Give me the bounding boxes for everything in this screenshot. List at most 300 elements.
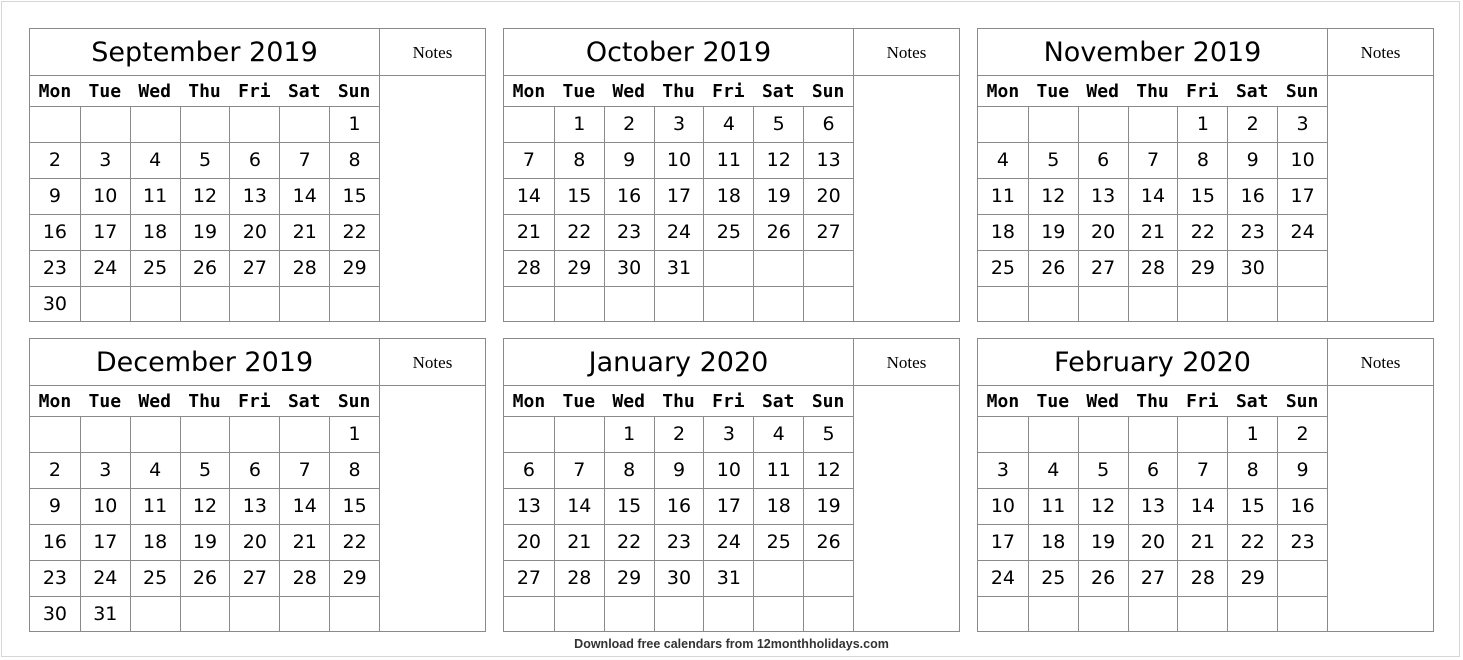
day-cell: 18: [753, 489, 803, 524]
day-cell: 1: [604, 417, 654, 452]
day-cell: 21: [1128, 215, 1178, 250]
day-cell: 11: [703, 143, 753, 178]
day-cell: [130, 417, 180, 452]
month-calendar: [503, 338, 960, 632]
weekday-label: Sun: [811, 81, 845, 102]
day-cell: [279, 287, 329, 322]
month-calendar: [977, 338, 1434, 632]
day-cell: [1028, 417, 1078, 452]
day-cell: 27: [229, 251, 279, 286]
day-cell: [279, 597, 329, 632]
day-cell: 22: [329, 525, 379, 560]
day-cell: 6: [1128, 453, 1178, 488]
day-cell: 30: [604, 251, 654, 286]
day-cell: [329, 287, 379, 322]
week-row: [504, 524, 853, 560]
weekday-label: Tue: [562, 81, 596, 102]
day-cell: 11: [1028, 489, 1078, 524]
day-cell: 26: [180, 251, 230, 286]
day-cell: 16: [1277, 489, 1327, 524]
day-cell: [1028, 287, 1078, 322]
day-cell: [978, 107, 1028, 142]
month-title: January 2020: [504, 339, 854, 386]
weekday-label: Thu: [662, 391, 695, 412]
day-cell: 7: [1128, 143, 1178, 178]
day-cell: [654, 597, 704, 632]
day-cell: 9: [48, 185, 61, 207]
day-cell: [1277, 561, 1327, 596]
day-cell: 17: [1277, 179, 1327, 214]
day-cell: [130, 107, 180, 142]
weekday-label: Thu: [1136, 81, 1169, 102]
weekday-label: Tue: [562, 391, 596, 412]
day-cell: 14: [1128, 179, 1178, 214]
day-cell: [1078, 597, 1128, 632]
day-cell: 28: [1177, 561, 1227, 596]
weekday-label: Fri: [712, 391, 745, 412]
day-cell: 30: [1227, 251, 1277, 286]
day-cell: 29: [1177, 251, 1227, 286]
day-cell: 18: [1028, 525, 1078, 560]
day-cell: 8: [329, 143, 379, 178]
day-cell: [30, 417, 80, 452]
day-cell: [130, 287, 180, 322]
day-cell: [1078, 287, 1128, 322]
day-cell: 9: [654, 453, 704, 488]
day-cell: 25: [1028, 561, 1078, 596]
day-cell: [654, 287, 704, 322]
month-calendar: [977, 28, 1434, 322]
weekday-label: Sun: [337, 391, 371, 412]
day-cell: 22: [1227, 525, 1277, 560]
day-cell: 19: [1028, 215, 1078, 250]
day-cell: [229, 107, 279, 142]
week-row: [978, 524, 1327, 560]
weekday-label: Thu: [662, 81, 695, 102]
day-cell: 16: [42, 221, 68, 243]
day-cell: 7: [1177, 453, 1227, 488]
day-cell: [604, 287, 654, 322]
weekday-label: Sun: [1285, 391, 1319, 412]
weekday-label: Mon: [986, 81, 1020, 102]
day-cell: 31: [703, 561, 753, 596]
day-cell: 28: [516, 257, 542, 279]
month-calendar: [29, 338, 486, 632]
day-cell: 11: [753, 453, 803, 488]
day-grid: [30, 76, 380, 322]
week-row: [30, 560, 379, 596]
week-row: [30, 214, 379, 250]
day-cell: 27: [1078, 251, 1128, 286]
day-cell: [279, 417, 329, 452]
day-cell: [803, 287, 853, 322]
day-cell: 5: [1078, 453, 1128, 488]
day-cell: 12: [180, 489, 230, 524]
day-cell: 17: [80, 525, 130, 560]
day-cell: 28: [279, 251, 329, 286]
day-cell: 29: [604, 561, 654, 596]
day-cell: [554, 417, 604, 452]
day-cell: [1078, 107, 1128, 142]
day-cell: [703, 597, 753, 632]
day-cell: 20: [1128, 525, 1178, 560]
day-cell: 23: [654, 525, 704, 560]
week-row: [30, 596, 379, 632]
day-cell: 4: [130, 453, 180, 488]
day-grid: [978, 386, 1328, 632]
day-cell: 5: [803, 417, 853, 452]
day-cell: 26: [180, 561, 230, 596]
day-cell: 14: [554, 489, 604, 524]
day-cell: 8: [329, 453, 379, 488]
day-cell: 15: [1177, 179, 1227, 214]
day-cell: 13: [803, 143, 853, 178]
week-row: [978, 560, 1327, 596]
day-cell: [80, 287, 130, 322]
weekday-label: Mon: [512, 391, 546, 412]
day-cell: 23: [604, 215, 654, 250]
day-cell: 25: [130, 561, 180, 596]
day-cell: 26: [1028, 251, 1078, 286]
weekday-label: Sun: [1285, 81, 1319, 102]
weekday-label: Wed: [1086, 391, 1119, 412]
week-row: [30, 416, 379, 452]
day-cell: 10: [654, 143, 704, 178]
day-cell: 21: [279, 525, 329, 560]
day-cell: 19: [803, 489, 853, 524]
day-cell: 18: [130, 525, 180, 560]
month-title: November 2019: [978, 29, 1328, 76]
day-cell: 1: [1177, 107, 1227, 142]
weekday-label: Mon: [38, 81, 72, 102]
day-cell: [1128, 597, 1178, 632]
day-cell: [803, 561, 853, 596]
day-cell: 29: [329, 561, 379, 596]
day-cell: [279, 107, 329, 142]
day-cell: [753, 561, 803, 596]
day-cell: 1: [329, 107, 379, 142]
month-title: February 2020: [978, 339, 1328, 386]
day-cell: [703, 251, 753, 286]
month-title: December 2019: [30, 339, 380, 386]
day-cell: 24: [80, 251, 130, 286]
week-row: [978, 178, 1327, 214]
day-cell: [978, 287, 1028, 322]
day-cell: 12: [753, 143, 803, 178]
day-cell: [604, 597, 654, 632]
day-cell: [753, 287, 803, 322]
day-cell: 5: [180, 453, 230, 488]
day-cell: 7: [522, 149, 535, 171]
day-cell: 21: [554, 525, 604, 560]
week-row: [30, 142, 379, 178]
day-cell: 1: [329, 417, 379, 452]
weekday-label: Fri: [238, 81, 271, 102]
day-cell: 19: [180, 525, 230, 560]
day-cell: 30: [654, 561, 704, 596]
day-cell: 21: [279, 215, 329, 250]
weekday-label: Sat: [287, 391, 321, 412]
week-row: [30, 452, 379, 488]
week-row: [504, 214, 853, 250]
weekday-label: Thu: [188, 81, 221, 102]
day-cell: 29: [1227, 561, 1277, 596]
day-cell: 4: [1028, 453, 1078, 488]
day-cell: 27: [229, 561, 279, 596]
day-cell: [1078, 417, 1128, 452]
week-row: [30, 524, 379, 560]
day-cell: [1277, 251, 1327, 286]
weekday-label: Tue: [1036, 81, 1070, 102]
day-cell: 8: [1227, 453, 1277, 488]
week-row: [504, 452, 853, 488]
day-cell: 3: [80, 453, 130, 488]
day-cell: [753, 251, 803, 286]
weekday-label: Sat: [761, 391, 795, 412]
day-cell: 24: [703, 525, 753, 560]
day-cell: 14: [279, 179, 329, 214]
weekday-label: Sat: [761, 81, 795, 102]
weekday-label: Fri: [1186, 81, 1219, 102]
day-cell: 3: [996, 459, 1009, 481]
day-cell: 22: [604, 525, 654, 560]
week-row: [30, 106, 379, 142]
day-cell: 5: [1028, 143, 1078, 178]
weekday-label: Thu: [188, 391, 221, 412]
day-cell: 17: [654, 179, 704, 214]
notes-label: Notes: [854, 29, 959, 76]
day-cell: [229, 417, 279, 452]
day-grid: [504, 386, 854, 632]
day-cell: 1: [1227, 417, 1277, 452]
day-cell: 14: [1177, 489, 1227, 524]
footer-credit: Download free calendars from 12monthholidays.com: [574, 637, 889, 651]
day-cell: 26: [753, 215, 803, 250]
day-cell: [30, 107, 80, 142]
day-cell: 3: [703, 417, 753, 452]
day-cell: 4: [753, 417, 803, 452]
day-cell: [229, 597, 279, 632]
day-cell: 15: [1227, 489, 1277, 524]
day-cell: 20: [516, 531, 542, 553]
day-cell: 5: [180, 143, 230, 178]
week-row: [504, 596, 853, 632]
day-cell: [1227, 287, 1277, 322]
day-cell: 24: [654, 215, 704, 250]
day-cell: 25: [753, 525, 803, 560]
month-title: September 2019: [30, 29, 380, 76]
day-cell: 16: [654, 489, 704, 524]
day-cell: [1128, 107, 1178, 142]
week-row: [504, 416, 853, 452]
day-cell: 13: [229, 489, 279, 524]
day-cell: 13: [1128, 489, 1178, 524]
weekday-label: Sat: [1235, 391, 1269, 412]
day-cell: 21: [516, 221, 542, 243]
day-grid: [504, 76, 854, 322]
day-cell: [978, 417, 1028, 452]
day-cell: 6: [803, 107, 853, 142]
weekday-header-row: [30, 76, 379, 106]
weekday-label: Sun: [337, 81, 371, 102]
week-row: [30, 488, 379, 524]
day-cell: 4: [996, 149, 1009, 171]
day-cell: 18: [990, 221, 1016, 243]
day-cell: 12: [1028, 179, 1078, 214]
day-cell: 19: [180, 215, 230, 250]
day-cell: 16: [1227, 179, 1277, 214]
day-cell: [703, 287, 753, 322]
day-cell: 31: [80, 597, 130, 632]
day-cell: 25: [130, 251, 180, 286]
day-cell: 20: [229, 525, 279, 560]
notes-label: Notes: [380, 29, 485, 76]
weekday-label: Thu: [1136, 391, 1169, 412]
day-cell: 20: [1078, 215, 1128, 250]
day-cell: 23: [42, 567, 68, 589]
day-cell: 7: [279, 453, 329, 488]
day-cell: 10: [990, 495, 1016, 517]
notes-label: Notes: [854, 339, 959, 386]
day-cell: [554, 597, 604, 632]
day-cell: 30: [42, 293, 68, 315]
weekday-header-row: [978, 386, 1327, 416]
day-cell: 1: [554, 107, 604, 142]
day-cell: 24: [80, 561, 130, 596]
day-cell: 20: [229, 215, 279, 250]
day-cell: 17: [80, 215, 130, 250]
month-title: October 2019: [504, 29, 854, 76]
week-row: [504, 142, 853, 178]
weekday-label: Sat: [1235, 81, 1269, 102]
day-cell: [329, 597, 379, 632]
day-cell: 12: [180, 179, 230, 214]
notes-label: Notes: [380, 339, 485, 386]
day-cell: 3: [654, 107, 704, 142]
week-row: [30, 178, 379, 214]
week-row: [978, 250, 1327, 286]
week-row: [504, 488, 853, 524]
day-cell: 6: [522, 459, 535, 481]
day-cell: 27: [1128, 561, 1178, 596]
day-cell: 24: [990, 567, 1016, 589]
weekday-label: Tue: [88, 391, 122, 412]
week-row: [978, 596, 1327, 632]
day-cell: [504, 287, 554, 322]
weekday-label: Sat: [287, 81, 321, 102]
day-cell: 2: [48, 149, 61, 171]
day-cell: 19: [1078, 525, 1128, 560]
weekday-header-row: [30, 386, 379, 416]
day-cell: 15: [604, 489, 654, 524]
month-calendar: [29, 28, 486, 322]
week-row: [504, 560, 853, 596]
weekday-label: Fri: [1186, 391, 1219, 412]
day-cell: [504, 107, 554, 142]
day-cell: [504, 597, 554, 632]
day-cell: 22: [554, 215, 604, 250]
day-cell: [803, 597, 853, 632]
day-cell: 6: [229, 143, 279, 178]
day-cell: [1177, 597, 1227, 632]
day-cell: 9: [1227, 143, 1277, 178]
day-cell: [978, 597, 1028, 632]
day-cell: 11: [130, 489, 180, 524]
day-cell: 15: [329, 489, 379, 524]
day-cell: 15: [554, 179, 604, 214]
weekday-label: Mon: [986, 391, 1020, 412]
day-cell: 17: [703, 489, 753, 524]
day-cell: 23: [1277, 525, 1327, 560]
day-cell: 22: [329, 215, 379, 250]
week-row: [504, 106, 853, 142]
day-cell: 31: [654, 251, 704, 286]
week-row: [30, 286, 379, 322]
day-cell: 8: [554, 143, 604, 178]
day-cell: 25: [990, 257, 1016, 279]
weekday-label: Sun: [811, 391, 845, 412]
day-cell: [229, 287, 279, 322]
day-cell: 17: [990, 531, 1016, 553]
day-cell: [180, 107, 230, 142]
day-cell: 2: [604, 107, 654, 142]
day-cell: [130, 597, 180, 632]
weekday-header-row: [504, 386, 853, 416]
day-cell: 28: [554, 561, 604, 596]
day-cell: 23: [1227, 215, 1277, 250]
day-cell: 25: [703, 215, 753, 250]
day-cell: 13: [1078, 179, 1128, 214]
day-cell: 9: [604, 143, 654, 178]
day-cell: [180, 287, 230, 322]
notes-label: Notes: [1328, 29, 1433, 76]
day-cell: [1028, 107, 1078, 142]
day-cell: 28: [279, 561, 329, 596]
day-cell: 12: [1078, 489, 1128, 524]
day-cell: 4: [130, 143, 180, 178]
day-cell: 18: [703, 179, 753, 214]
day-cell: [1277, 597, 1327, 632]
day-cell: 13: [229, 179, 279, 214]
day-cell: [1028, 597, 1078, 632]
day-cell: 11: [130, 179, 180, 214]
weekday-label: Mon: [512, 81, 546, 102]
day-cell: [1227, 597, 1277, 632]
day-cell: [753, 597, 803, 632]
week-row: [504, 178, 853, 214]
weekday-label: Fri: [712, 81, 745, 102]
month-calendar: [503, 28, 960, 322]
day-cell: 2: [48, 459, 61, 481]
day-cell: 22: [1177, 215, 1227, 250]
week-row: [978, 142, 1327, 178]
day-cell: [180, 417, 230, 452]
day-cell: 30: [42, 603, 68, 625]
day-cell: 2: [1227, 107, 1277, 142]
day-cell: 23: [42, 257, 68, 279]
weekday-label: Fri: [238, 391, 271, 412]
day-cell: 3: [80, 143, 130, 178]
day-cell: [80, 417, 130, 452]
day-cell: 10: [80, 489, 130, 524]
day-cell: 15: [329, 179, 379, 214]
day-cell: 13: [516, 495, 542, 517]
weekday-label: Wed: [138, 81, 171, 102]
day-cell: 9: [1277, 453, 1327, 488]
day-cell: 6: [1078, 143, 1128, 178]
week-row: [978, 488, 1327, 524]
day-cell: 3: [1277, 107, 1327, 142]
